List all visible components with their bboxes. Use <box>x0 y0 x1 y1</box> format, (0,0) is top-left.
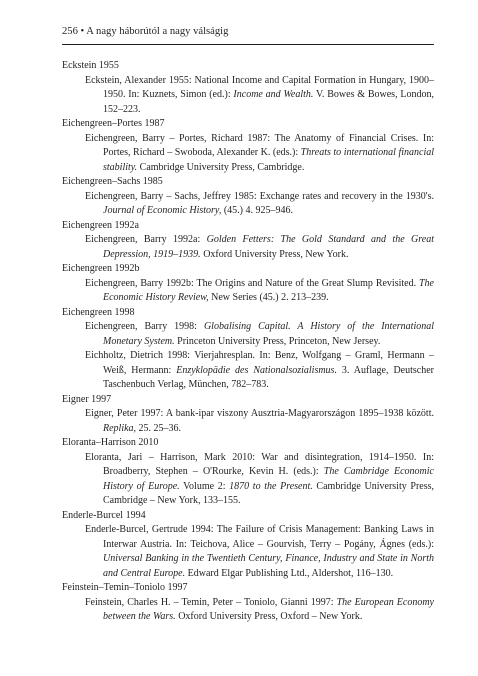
reference-key: Enderle-Burcel 1994 <box>62 509 146 521</box>
citation-text: Volume 2: <box>179 480 230 492</box>
reference-key: Eckstein 1955 <box>62 60 119 71</box>
reference-citation <box>85 523 434 581</box>
reference-citation <box>85 596 434 625</box>
citation-title-italic: The Cambridge Economic History of Europe. <box>103 466 434 492</box>
reference-key: Feinstein–Temin–Toniolo 1997 <box>62 582 188 593</box>
reference-citation <box>85 451 434 509</box>
citation-text: Feinstein, Charles H. – Temin, Peter – Toniolo, Gianni 1997: <box>85 596 337 608</box>
citation-title-italic: Threats to international financial stability. <box>103 147 434 173</box>
reference-citation <box>85 132 434 176</box>
reference-entry <box>62 306 434 350</box>
citation-title-italic: Universal Banking in the Twentieth Century, Finance, Industry and State in North and Central Europe. <box>103 553 434 579</box>
reference-citation <box>85 233 434 262</box>
citation-text: Oxford University Press, Oxford – New York. <box>175 611 363 622</box>
citation-text: Princeton University Press, Princeton, New Jersey. <box>174 335 381 347</box>
citation-title-italic: Replika, <box>103 422 137 434</box>
citation-title-italic: Journal of Economic History, <box>103 205 222 216</box>
reference-citation <box>85 277 434 306</box>
citation-title-italic: 1870 to the Present. <box>229 480 313 492</box>
citation-text: Eigner, Peter 1997: A bank-ipar viszony Ausztria-Magyarországon 1895–1938 között. <box>85 408 434 419</box>
citation-text: Eichholtz, Dietrich 1998: Vierjahresplan. In: Benz, Wolfgang – Graml, Hermann – Weiß, Hermann: <box>85 350 434 376</box>
citation-text: 3. Auflage, Deutscher Taschenbuch Verlag, München, 782–783. <box>103 364 434 390</box>
reference-entry <box>62 175 434 219</box>
reference-list <box>62 59 434 625</box>
reference-citation <box>85 407 434 436</box>
citation-text: Eckstein, Alexander 1955: National Income and Capital Formation in Hungary, 1900–1950. In: Kuznets, Simon (ed.): <box>85 74 434 100</box>
citation-text: Eichengreen, Barry 1998: <box>85 321 204 332</box>
reference-entry <box>62 509 434 582</box>
reference-key: Eichengreen 1992b <box>62 263 140 274</box>
reference-key: Eigner 1997 <box>62 393 112 405</box>
reference-entry <box>62 262 434 306</box>
citation-text: 25. 25–36. <box>136 422 182 434</box>
citation-text: Oxford University Press, New York. <box>200 248 349 260</box>
citation-text: Eichengreen, Barry 1992b: The Origins and Nature of the Great Slump Revisited. <box>85 277 419 289</box>
reference-citation <box>85 320 434 349</box>
citation-text: Eichengreen, Barry 1992a: <box>85 234 207 245</box>
citation-text: Edward Elgar Publishing Ltd., Aldershot, 116–130. <box>185 567 394 579</box>
header-rule <box>62 44 434 45</box>
reference-key: Eichengreen 1998 <box>62 306 135 318</box>
citation-title-italic: Enzyklopädie des Nationalsozialismus. <box>176 364 337 376</box>
citation-text: Eichengreen, Barry – Portes, Richard 1987: The Anatomy of Financial Crises. In: Portes, Richard – Swoboda, Alexander K. (eds.): <box>85 132 434 158</box>
citation-text: Eichengreen, Barry – Sachs, Jeffrey 1985: Exchange rates and recovery in the 1930's. <box>85 190 434 202</box>
citation-text: Cambridge University Press, Cambridge. <box>137 161 305 173</box>
reference-entry <box>62 59 434 117</box>
reference-key: Eichengreen–Portes 1987 <box>62 118 165 129</box>
citation-text: (45.) 4. 925–946. <box>221 205 293 216</box>
reference-citation <box>85 349 434 393</box>
reference-key: Eichengreen 1992a <box>62 219 139 231</box>
reference-citation <box>85 190 434 219</box>
citation-text: Eloranta, Jari – Harrison, Mark 2010: War and disintegration, 1914–1950. In: Broadberry, Stephen – O'Rourke, Kevin H. (eds.): <box>85 451 434 477</box>
reference-entry <box>62 117 434 175</box>
reference-key: Eloranta–Harrison 2010 <box>62 437 159 448</box>
citation-title-italic: Globalising Capital. A History of the International Monetary System. <box>103 321 434 347</box>
reference-entry <box>62 436 434 509</box>
citation-text: Cambridge University Press, Cambridge – New York, 133–155. <box>103 480 435 506</box>
reference-entry <box>62 349 434 393</box>
citation-text: Enderle-Burcel, Gertrude 1994: The Failure of Crisis Management: Banking Laws in Interwar Austria. In: Teichova, Alice – Gourvish, Terry – Pogány, Ágnes (eds.): <box>85 524 434 550</box>
running-head: 256 • A nagy háborútól a nagy válságig <box>62 26 229 37</box>
citation-title-italic: Income and Wealth. <box>233 89 314 100</box>
reference-entry <box>62 393 434 437</box>
citation-text: New Series (45.) 2. 213–239. <box>208 292 329 303</box>
citation-text: V. Bowes & Bowes, London, 152–223. <box>103 89 434 115</box>
citation-title-italic: Golden Fetters: The Gold Standard and the Great Depression, 1919–1939. <box>103 234 434 260</box>
reference-entry <box>62 581 434 625</box>
reference-key: Eichengreen–Sachs 1985 <box>62 176 163 187</box>
reference-citation <box>85 74 434 118</box>
citation-title-italic: The European Economy between the Wars. <box>103 596 434 622</box>
citation-title-italic: The Economic History Review, <box>103 277 434 303</box>
reference-entry <box>62 219 434 263</box>
